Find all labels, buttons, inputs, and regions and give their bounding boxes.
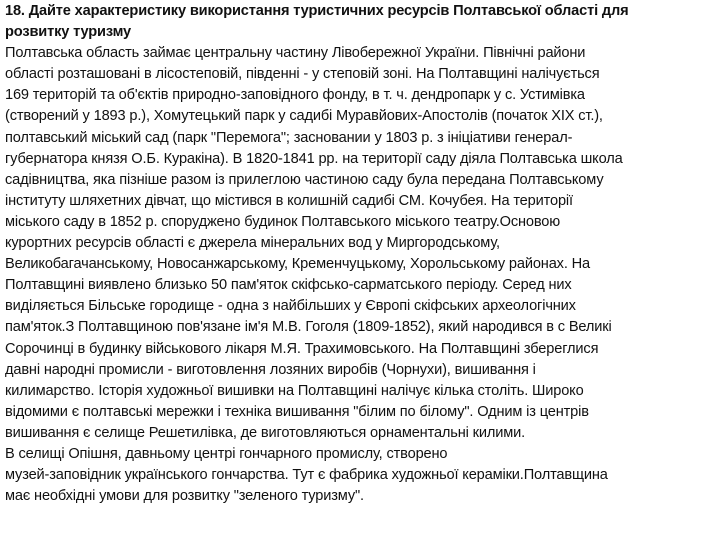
body-line: (створений у 1893 р.), Хомутецький парк у садибі Муравйових-Апостолів (початок XIX ст.), xyxy=(5,108,603,125)
body-line: пам'яток.З Полтавщиною пов'язане ім'я М.В. Гоголя (1809-1852), який народився в с Великі xyxy=(5,319,612,336)
heading-line: розвитку туризму xyxy=(5,24,131,41)
body-line: музей-заповідник українського гончарства. Тут є фабрика художньої кераміки.Полтавщина xyxy=(5,467,608,484)
body-line: інституту шляхетних дівчат, що містився в колишній садибі СМ. Кочубея. На території xyxy=(5,192,573,209)
body-line: килимарство. Історія художньої вишивки на Полтавщині налічує кілька століть. Широко xyxy=(5,382,584,399)
body-line: вишивання є селище Решетилівка, де виготовляються орнаментальні килими. xyxy=(5,424,526,441)
body-line: має необхідні умови для розвитку "зеленого туризму". xyxy=(5,488,364,505)
body-line: Полтавська область займає центральну частину Лівобережної України. Північні райони xyxy=(5,45,586,62)
body-line: В селищі Опішня, давньому центрі гончарного промислу, створено xyxy=(5,445,448,462)
body-line: полтавський міський сад (парк "Перемога"; засновании у 1803 р. з ініціативи генерал- xyxy=(5,129,573,146)
heading-line: 18. Дайте характеристику використання туристичних ресурсів Полтавської області для xyxy=(5,3,629,19)
body-line: давні народні промисли - виготовлення лозяних виробів (Чорнухи), вишивання і xyxy=(5,361,536,378)
body-line: 169 територій та об'єктів природно-заповідного фонду, в т. ч. дендропарк у с. Устимівка xyxy=(5,87,585,104)
body-line: курортних ресурсів області є джерела мінеральних вод у Миргородському, xyxy=(5,235,500,252)
question-heading xyxy=(5,1,717,43)
body-line: Полтавщині виявлено близько 50 пам'яток скіфсько-сарматського періоду. Серед них xyxy=(5,277,572,294)
body-line: відомими є полтавські мережки і техніка вишивання "білим по білому". Одним із центрів xyxy=(5,403,589,420)
answer-text xyxy=(5,43,717,507)
body-line: Великобагачанському, Новосанжарському, Кременчуцькому, Хорольському районах. На xyxy=(5,256,590,273)
body-line: міського саду в 1852 р. споруджено будинок Полтавського міського театру.Основою xyxy=(5,213,561,230)
body-line: садівництва, яка пізніше разом із прилеглою частиною саду була передана Полтавському xyxy=(5,171,604,188)
document-page xyxy=(5,1,717,507)
body-line: Сорочинці в будинку військового лікаря М.Я. Трахимовського. На Полтавщині збереглися xyxy=(5,340,599,357)
body-line: губернатора князя О.Б. Куракіна). В 1820-1841 рр. на території саду діяла Полтавська школа xyxy=(5,150,623,167)
body-line: виділяється Більське городище - одна з найбільших у Європі скіфських археологічних xyxy=(5,298,576,315)
body-line: області розташовані в лісостеповій, південні - у степовій зоні. На Полтавщині налічується xyxy=(5,66,600,83)
